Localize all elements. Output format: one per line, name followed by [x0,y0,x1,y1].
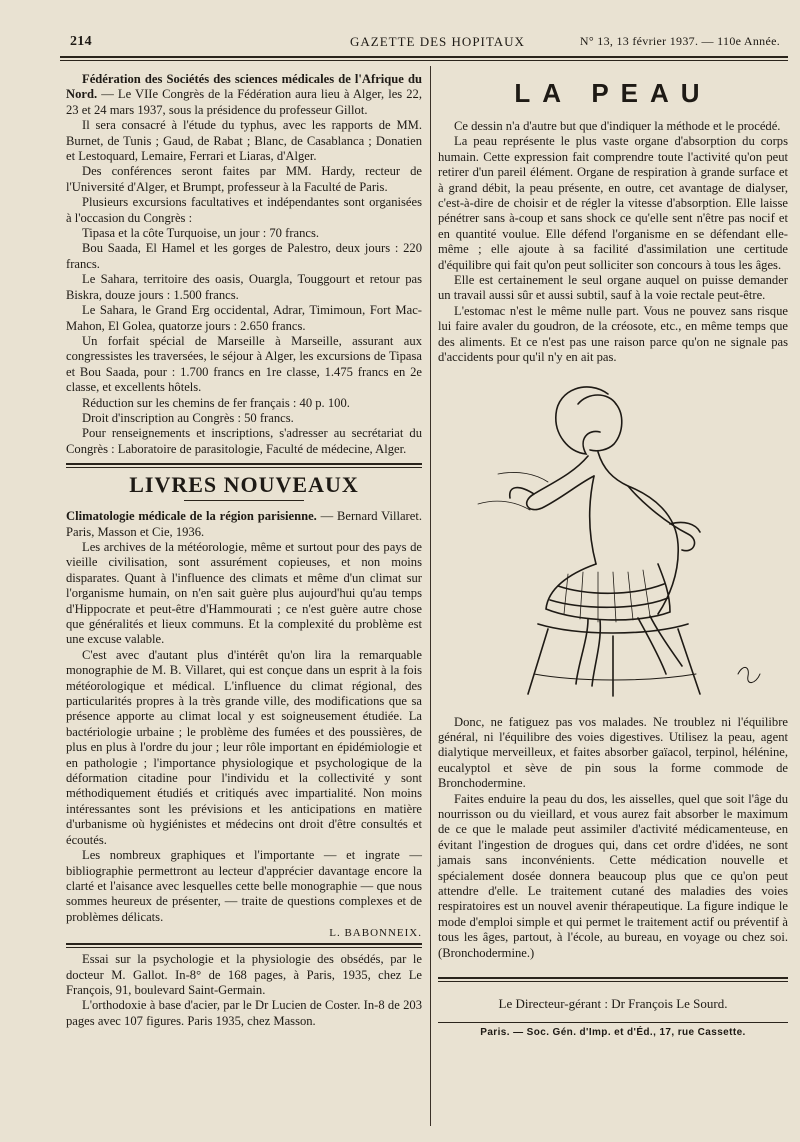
book1-title: Climatologie médicale de la région parisienne. [66,509,317,524]
footer-rule [438,977,788,979]
section-rule-thin [66,467,422,468]
header-rule-thin [60,60,788,61]
right-column [438,72,788,1038]
review-signature: L. BABONNEIX. [329,927,422,940]
federation-paragraph: Droit d'inscription au Congrès : 50 francs. [82,410,294,425]
peau-paragraph: Faites enduire la peau du dos, les aisselles, quel que soit l'âge du nourrisson ou du vieillard, et vous aurez fait absorber le maximum de ce que le malade peut assimiler d'activité médicamenteuse, en évitant l'ingestion de drogues qui, dans cet ordre d'idées, ne sont jamais sans inconvénients. Cette médication nouvelle et spécialement dosée donnera beaucoup plus que ce qu'on peut attendre d'elle. Le traitement cutané des maladies des voies respiratoires est un nouvel avenir thérapeutique. La figure indique le mode d'emploi simple et qui permet le traitement actif ou préventif à tous les âges, partout, à l'école, au bureau, en voyage ou chez soi. (Bronchodermine.) [438,791,788,960]
left-column [66,72,422,1029]
book1-heading [66,509,422,540]
journal-title: GAZETTE DES HOPITAUX [350,34,525,49]
imprint-rule [438,1022,788,1023]
review-paragraph: Les nombreux graphiques et l'importante — et ingrate — bibliographie permettront au lecteur d'apprécier davantage encore la clarté et l'aisance avec lesquelles cette belle monographie — que nous sommes heureux de présenter, — traite de questions complexes et de problèmes délicats. [66,848,422,924]
peau-paragraph: L'estomac n'est le même nulle part. Vous ne pouvez sans risque lui faire avaler du goudron, de la créosote, etc., en même temps que des aliments. Et ce n'est pas une raison parce qu'on ne signale pas d'accidents pour qu'il n'y en ait pas. [438,303,788,365]
page-number: 214 [70,34,92,49]
excursion-item: Le Sahara, territoire des oasis, Ouargla, Touggourt et retour pas Biskra, douze jours : 1.500 francs. [66,272,422,302]
peau-paragraph: Donc, ne fatiguez pas vos malades. Ne troublez ni l'équilibre général, ni l'équilibre des voies digestives. Utilisez la peau, agent dialytique merveilleux, et faites absorber gaïacol, terpinol, hélénine, eucalyptol et sève de pin sous la forme commode de Bronchodermine. [438,714,788,791]
page-header [60,32,790,54]
review-paragraph: Les archives de la météorologie, même et surtout pour des pays de vieille civilisation, sont assurément copieuses, et non moins disparates. Quant à l'influence des climats et même d'un climat sur l'organisme humain, on n'en sait guère plus aujourd'hui qu'au temps d'Hippocrate et peut-être d'Hammourati ; ce n'est guère autre chose que généralités et lieux communs. Et la complexité du problème est une excuse valable. [66,539,422,647]
book3-entry: L'orthodoxie à base d'acier, par le Dr Lucien de Coster. In-8 de 203 pages avec 107 figures. Paris 1935, chez Masson. [66,998,422,1028]
federation-paragraph: Pour renseignements et inscriptions, s'adresser au secrétariat du Congrès : Laboratoire de parasitologie, Faculté de médecine, Alger. [66,426,422,456]
federation-paragraph: Réduction sur les chemins de fer français : 40 p. 100. [82,395,350,410]
imprint-line: Paris. — Soc. Gén. d'Imp. et d'Éd., 17, rue Cassette. [480,1027,746,1038]
header-rule [60,56,788,58]
la-peau-title: LA PEAU [514,78,712,108]
book1-ref: — Bernard Villaret. Paris, Masson et Cie, 1936. [66,509,422,539]
section-rule-thin [66,947,422,948]
excursion-item: Le Sahara, le Grand Erg occidental, Adrar, Timimoun, Fort Mac-Mahon, El Golea, quatorze jours : 2.650 francs. [66,303,422,333]
section-rule [66,463,422,465]
issue-info: N° 13, 13 février 1937. — 110e Année. [579,34,780,48]
livres-section-title: LIVRES NOUVEAUX [129,472,359,498]
federation-title: Fédération des Sociétés des sciences médicales de l'Afrique du Nord. [66,72,422,102]
excursion-item: Tipasa et la côte Turquoise, un jour : 70 francs. [82,226,320,241]
review-paragraph: C'est avec d'autant plus d'intérêt qu'on lira la remarquable monographie de M. B. Villaret, qui est conçue dans un esprit à la fois météorologique et médical. L'influence du climat régional, des particularités propres à la très grande ville, des modifications que sa présence apporte au climat local y est soigneusement étudiée. La bactériologie urbaine ; le problème des fumées et des poussières, de plus en plus à l'ordre du jour ; leur rôle important en épidémiologie et en pathologie ; l'importance physiologique et psychologique de la déformation citadine pour l'individu et la collectivité y sont méthodiquement étudiés et critiqués avec impartialité. Non moins intéressantes sont les prévisions et les anticipations en matière d'urbanisme où hygiénistes et médecins ont droit d'être consultés et écoutés. [66,647,422,847]
peau-paragraph: La peau représente le plus vaste organe d'absorption du corps humain. Cette expression fait comprendre toute l'activité qu'on peut retirer d'un pareil élément. Organe de respiration à grande surface et à grand débit, la peau présente, en outre, cet avantage de dialyser, c'est-à-dire de choisir et de régler la vitesse d'absorption. Elle laisse pénétrer sans à-coup et sans shock ce qu'elle sent n'être pas nocif et en quantité voulue. Elle défend l'organisme en se défendant elle-même ; elle ajoute à sa facilité d'assimilation une certitude d'équilibre qui fait qu'on peut solliciter son concours à tous les âges. [438,134,788,272]
footer-rule-thin [438,981,788,982]
peau-paragraph: Elle est certainement le seul organe auquel on puisse demander un travail aussi sûr et aussi subtil, sauf à la voie rectale peut-être. [438,273,788,303]
federation-paragraph: Plusieurs excursions facultatives et indépendantes sont organisées à l'occasion du Congrès : [66,195,422,225]
director-line: Le Directeur-gérant : Dr François Le Sourd. [498,996,728,1011]
federation-paragraph: Fédération des Sociétés des sciences médicales de l'Afrique du Nord. — Le VIIe Congrès de la Fédération aura lieu à Alger, les 22, 23 et 24 mars 1937, sous la présidence du professeur Gillot. [66,72,423,117]
federation-article [66,72,422,457]
federation-paragraph: Des conférences seront faites par MM. Hardy, recteur de l'Université d'Alger, et Brumpt, professeur à la Faculté de Paris. [66,164,422,194]
woman-illustration [438,374,788,704]
peau-paragraph: Ce dessin n'a d'autre but que d'indiquer la méthode et le procédé. [454,119,781,133]
book-review [66,509,422,939]
title-underline [184,500,304,501]
federation-paragraph: Un forfait spécial de Marseille à Marseille, assurant aux congressistes les traversées, le séjour à Alger, les excursions de Tipasa et Bou Saada, pour : 1.700 francs en 1re classe, 1.475 francs en 2e classe, et excellents hôtels. [66,333,422,395]
book2-entry: Essai sur la psychologie et la physiologie des obsédés, par le docteur M. Gallot. In-8° de 168 pages, à Paris, 1935, chez Le François, 91, boulevard Saint-Germain. [66,952,422,997]
column-separator [430,66,431,1126]
federation-paragraph: Il sera consacré à l'étude du typhus, avec les rapports de MM. Burnet, de Tunis ; Gaud, de Rabat ; Blanc, de Casablanca ; Donatien et Lestoquard, Lemaire, Ferrari et Liaras, d'Alger. [66,118,422,164]
section-rule [66,943,422,945]
excursion-item: Bou Saada, El Hamel et les gorges de Palestro, deux jours : 220 francs. [66,241,422,271]
